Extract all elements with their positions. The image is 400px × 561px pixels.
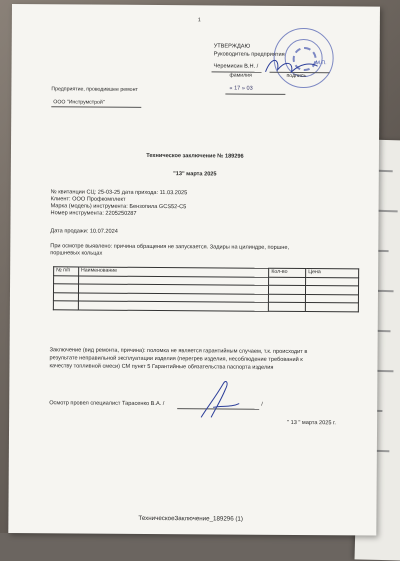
inspector-signature: [193, 377, 245, 421]
document-date: "13" марта 2025: [173, 171, 217, 178]
model-field: Марка (модель) инструмента: Бензопила GCS52-C5: [50, 203, 187, 211]
footer-date: " 13 " марта 2025 г.: [287, 419, 336, 427]
company-name: ООО "Инструмстрой": [53, 99, 105, 106]
stamp-mark: М.П.: [315, 60, 327, 67]
conclusion-line-2: результате неправильной эксплуатации изделия (перегрев изделия, несоблюдение требований к: [49, 355, 303, 364]
serial-field: Номер инструмента: 2205250287: [50, 210, 137, 217]
director-signature: [261, 52, 321, 80]
table-row: [53, 301, 358, 312]
header-price: Цена: [306, 269, 359, 278]
inspector-closing-slash: /: [261, 401, 263, 408]
page-number: 1: [197, 17, 201, 24]
receipt-field: № квитанции СЦ: 25-03-25 дата прихода: 11.03.2025: [50, 189, 188, 197]
parts-table: [53, 266, 359, 312]
document-title: Техническое заключение № 189296: [146, 152, 244, 160]
header-name: Наименование: [79, 267, 269, 277]
header-quantity: Кол-во: [269, 268, 306, 277]
document-page: [8, 4, 380, 536]
file-caption: ТехническоеЗаключение_189296 (1): [138, 514, 243, 523]
inspection-line-1: При осмотре выявлено: причина обращения не запускается. Задиры на цилиндре, поршне,: [50, 243, 290, 251]
client-field: Клиент: ООО Профкомплект: [50, 196, 126, 203]
approval-position: Руководитель предприятия: [213, 51, 285, 58]
approval-date: « 17 » 03: [229, 85, 253, 92]
sale-date-field: Дата продажи: 10.07.2024: [50, 228, 118, 235]
conclusion-line-3: качеству топливной смеси) СМ пункт 5 Гарантийные обязательства паспорта изделия: [49, 363, 274, 371]
inspection-line-2: поршневых кольцах: [50, 250, 103, 257]
approval-title: УТВЕРЖДАЮ: [213, 43, 251, 50]
approval-name: Черемисин В.Н. /: [213, 63, 259, 70]
inspector-label: Осмотр провел специалист Тарасенко В.А. /: [49, 400, 165, 408]
approval-signature-caption: подпись: [286, 72, 307, 80]
company-caption: Предприятие, проводившее ремонт: [51, 86, 138, 93]
header-number: № п/п: [54, 267, 79, 276]
approval-name-caption: фамилия: [229, 72, 252, 79]
conclusion-line-1: Заключение (вид ремонта, причина): поломка не является гарантийным случаем, т.к. происходит в: [49, 347, 308, 356]
